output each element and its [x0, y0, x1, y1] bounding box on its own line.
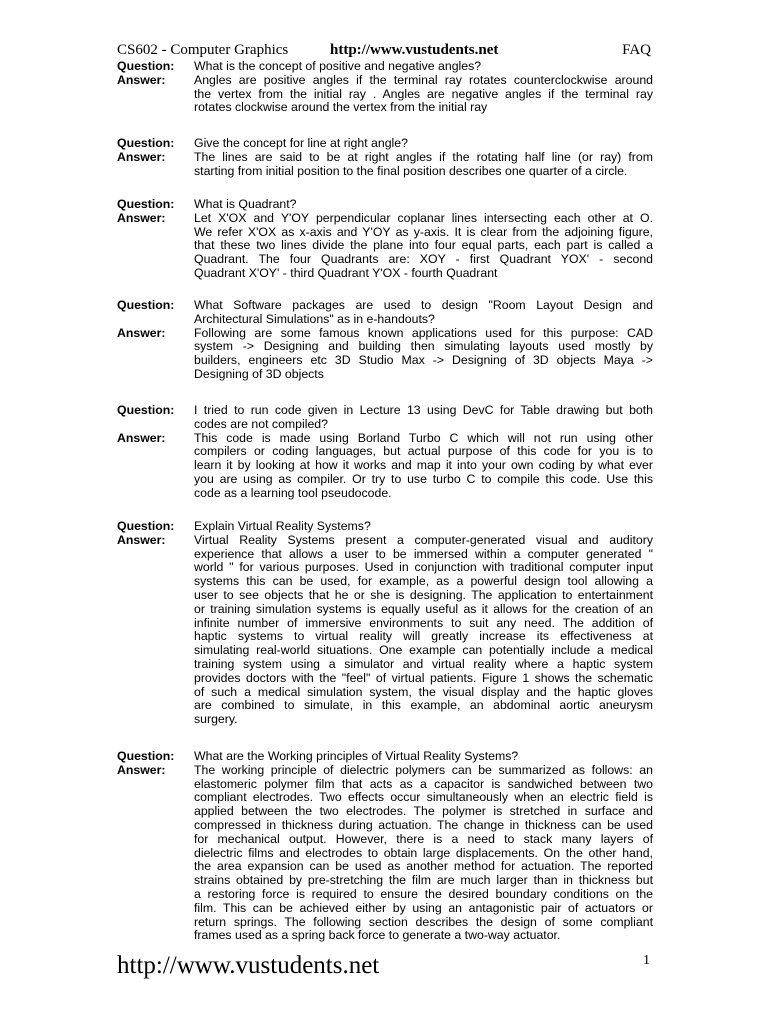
faq-item	[117, 520, 653, 727]
question-text	[194, 404, 653, 432]
answer-line: system -> Designing and building then simulating layouts used mostly by	[194, 339, 653, 354]
answer-line: film. This can be achieved either by using an antagonistic pair of actuators or	[194, 900, 653, 915]
answer-line: are combined to simulate, in this example, an abdominal aortic aneurysm	[194, 698, 653, 713]
question-text	[194, 60, 653, 74]
answer-line: for mechanical output. However, there is a need to stack many layers of	[194, 831, 653, 846]
faq-item	[117, 750, 653, 943]
answer-line: Quadrant. The four Quadrants are: XOY - first Quadrant YOX' - second	[194, 252, 653, 267]
answer-line: starting from initial position to the final position describes one quarter of a circle.	[194, 163, 628, 178]
answer-line: The lines are said to be at right angles if the rotating half line (or ray) from	[194, 149, 653, 164]
answer-row	[117, 432, 653, 501]
answer-text	[194, 74, 653, 115]
answer-row	[117, 764, 653, 943]
question-line: Architectural Simulations" as in e-handouts?	[194, 311, 435, 326]
question-row	[117, 137, 653, 151]
answer-label: Answer:	[117, 430, 166, 445]
answer-line: compliant electrodes. Two effects occur simultaneously when an electric field is	[194, 790, 653, 805]
question-line: What are the Working principles of Virtual Reality Systems?	[194, 749, 519, 763]
answer-line: return springs. The following section describes the design of some compliant	[194, 914, 653, 929]
question-text	[194, 137, 653, 151]
answer-line: the area expansion can be used as another method for actuation. The reported	[194, 859, 653, 874]
faq-item	[117, 198, 653, 281]
answer-line: Following are some famous known applications used for this purpose: CAD	[194, 325, 653, 340]
answer-row	[117, 212, 653, 281]
answer-row	[117, 151, 653, 179]
question-text	[194, 750, 653, 764]
answer-line: or training simulation systems is equally useful as it allows for the creation of an	[194, 601, 653, 616]
answer-row	[117, 327, 653, 382]
answer-line: learn it by looking at how it works and map it into your own coding by what ever	[194, 458, 653, 473]
answer-text	[194, 327, 653, 382]
answer-line: a restoring force is required to ensure the desired boundary conditions on the	[194, 886, 653, 901]
question-line: Explain Virtual Reality Systems?	[194, 519, 371, 533]
answer-line: haptic systems to virtual reality will greatly increase its effectiveness at	[194, 629, 653, 644]
answer-line: provides doctors with the "feel" of virtual patients. Figure 1 shows the schematic	[194, 670, 653, 685]
answer-label: Answer:	[117, 762, 166, 777]
answer-text	[194, 764, 653, 943]
question-row	[117, 198, 653, 212]
answer-text	[194, 534, 653, 727]
answer-line: training system using a simulator and virtual reality where a haptic system	[194, 656, 653, 671]
page-number: 1	[643, 953, 650, 968]
answer-line: The working principle of dielectric polymers can be summarized as follows: an	[194, 762, 653, 777]
question-line: What is the concept of positive and negative angles?	[194, 59, 482, 73]
answer-line: compressed in thickness during actuation. The change in thickness can be used	[194, 817, 653, 832]
answer-line: strains obtained by pre-stretching the film are much larger than in thickness but	[194, 873, 653, 888]
answer-text	[194, 151, 653, 179]
answer-line: code as a learning tool pseudocode.	[194, 485, 392, 500]
answer-row	[117, 74, 653, 115]
answer-line: frames used as a spring back force to generate a two-way actuator.	[194, 928, 561, 943]
question-label: Question:	[117, 136, 175, 150]
faq-tag: FAQ	[622, 42, 651, 58]
answer-line: Quadrant X'OY' - third Quadrant Y'OX - fourth Quadrant	[194, 265, 498, 280]
faq-item	[117, 404, 653, 501]
answer-line: builders, engineers etc 3D Studio Max -> Designing of 3D objects Maya ->	[194, 353, 653, 368]
answer-text	[194, 212, 653, 281]
question-line: What is Quadrant?	[194, 197, 297, 211]
question-text	[194, 198, 653, 212]
answer-line: elastomeric polymer film that acts as a capacitor is sandwiched between two	[194, 776, 653, 791]
answer-label: Answer:	[117, 72, 166, 87]
question-label: Question:	[117, 197, 175, 211]
answer-line: Designing of 3D objects	[194, 366, 324, 381]
answer-line: surgery.	[194, 712, 238, 727]
question-row	[117, 520, 653, 534]
question-row	[117, 299, 653, 327]
question-line: codes are not compiled?	[194, 416, 328, 431]
answer-line: applied between the two electrodes. The polymer is stretched in surface and	[194, 804, 653, 819]
answer-line: systems this can be used, for example, as a powerful design tool allowing a	[194, 574, 653, 589]
answer-line: Let X'OX and Y'OY perpendicular coplanar lines intersecting each other at O.	[194, 210, 653, 225]
answer-line: you are using as compiler. Or try to use turbo C to compile this code. Use this	[194, 471, 653, 486]
answer-line: world " for various purposes. Used in conjunction with traditional computer input	[194, 560, 653, 575]
question-line: I tried to run code given in Lecture 13 using DevC for Table drawing but both	[194, 403, 653, 417]
question-label: Question:	[117, 749, 175, 763]
answer-line: of such a medical simulation system, the visual display and the haptic gloves	[194, 684, 653, 699]
answer-line: Virtual Reality Systems present a computer-generated visual and auditory	[194, 532, 653, 547]
question-label: Question:	[117, 298, 175, 312]
question-label: Question:	[117, 519, 175, 533]
question-row	[117, 750, 653, 764]
answer-line: compilers or coding languages, but actual purpose of this code for you is to	[194, 444, 653, 459]
answer-label: Answer:	[117, 532, 166, 547]
question-line: What Software packages are used to design "Room Layout Design and	[194, 298, 653, 312]
question-text	[194, 299, 653, 327]
answer-line: infinite number of immersive environments to suit any need. The addition of	[194, 615, 653, 630]
answer-label: Answer:	[117, 325, 166, 340]
answer-row	[117, 534, 653, 727]
question-row	[117, 60, 653, 74]
answer-line: that these two lines divide the plane into four equal parts, each part is called a	[194, 238, 653, 253]
faq-item	[117, 299, 653, 382]
question-text	[194, 520, 653, 534]
answer-line: dielectric films and electrodes to obtain large displacements. On the other hand,	[194, 845, 653, 860]
answer-label: Answer:	[117, 149, 166, 164]
header-site-url[interactable]: http://www.vustudents.net	[330, 42, 499, 58]
question-line: Give the concept for line at right angle?	[194, 136, 408, 150]
question-label: Question:	[117, 403, 175, 417]
answer-line: We refer X'OX as x-axis and Y'OY as y-axis. It is clear from the adjoining figure,	[194, 224, 653, 239]
answer-line: simulating real-world situations. One example can potentially include a medical	[194, 643, 653, 658]
answer-line: the vertex from the initial ray . Angles are negative angles if the terminal ray	[194, 86, 653, 101]
faq-item	[117, 60, 653, 115]
answer-line: Angles are positive angles if the terminal ray rotates counterclockwise around	[194, 72, 653, 87]
question-row	[117, 404, 653, 432]
answer-label: Answer:	[117, 210, 166, 225]
footer-site-url[interactable]: http://www.vustudents.net	[117, 952, 380, 979]
answer-line: This code is made using Borland Turbo C which will not run using other	[194, 430, 653, 445]
question-label: Question:	[117, 59, 175, 73]
faq-item	[117, 137, 653, 178]
answer-line: rotates clockwise around the vertex from the initial ray	[194, 100, 488, 115]
answer-line: user to see objects that he or she is designing. The application to entertainment	[194, 587, 653, 602]
course-title: CS602 - Computer Graphics	[117, 42, 289, 58]
answer-line: experience that allows a user to be immersed within a computer generated "	[194, 546, 653, 561]
answer-text	[194, 432, 653, 501]
